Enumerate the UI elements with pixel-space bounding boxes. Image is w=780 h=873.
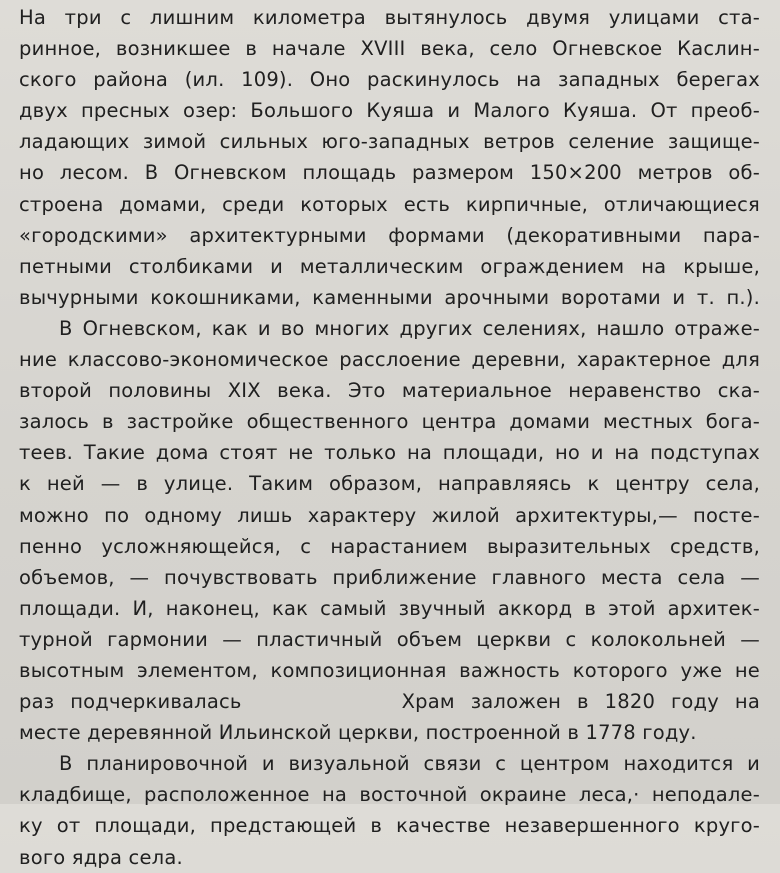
text-line: ского района (ил. 109). Оно раскинулось на западных берегах: [19, 68, 760, 92]
paragraph-3: [19, 748, 760, 872]
text-line: В планировочной и визуальной связи с центром находится и: [59, 752, 760, 776]
text-line: месте деревянной Ильинской церкви, построенной в 1778 году.: [19, 721, 697, 745]
text-fragment-after-gap: Храм заложен в 1820 году на: [401, 690, 760, 714]
text-line-with-gap: [19, 686, 760, 717]
text-line: ладающих зимой сильных юго-западных ветров селение защище-: [19, 130, 760, 154]
text-line: к ней — в улице. Таким образом, направляясь к центру села,: [19, 472, 760, 496]
paragraph-1: [19, 2, 760, 313]
text-fragment-before-gap: раз подчеркивалась: [19, 690, 242, 714]
text-line: строена домами, среди которых есть кирпичные, отличающиеся: [19, 192, 760, 216]
text-line: вычурными кокошниками, каменными арочными воротами и т. п.).: [19, 285, 760, 309]
text-line: ринное, возникшее в начале XVIII века, село Огневское Каслин-: [19, 37, 760, 61]
text-line: «городскими» архитектурными формами (декоративными пара-: [19, 223, 760, 247]
text-line: ние классово-экономическое расслоение деревни, характерное для: [19, 348, 760, 372]
text-line: двух пресных озер: Большого Куяша и Малого Куяша. От преоб-: [19, 99, 760, 123]
text-line: На три с лишним километра вытянулось двумя улицами ста-: [19, 6, 760, 29]
text-line: вого ядра села.: [19, 845, 183, 869]
text-line: залось в застройке общественного центра домами местных бога-: [19, 410, 760, 434]
text-line: высотным элементом, композиционная важность которого уже не: [19, 658, 760, 682]
text-line: теев. Такие дома стоят не только на площади, но и на подступах: [19, 441, 760, 465]
text-line: ку от площади, предстающей в качестве незавершенного круго-: [19, 814, 760, 838]
text-line: объемов, — почувствовать приближение главного места села —: [19, 565, 760, 589]
text-line: турной гармонии — пластичный объем церкви с колокольней —: [19, 627, 760, 651]
text-line: можно по одному лишь характеру жилой архитектуры,— посте-: [19, 503, 760, 527]
text-line: пенно усложняющейся, с нарастанием выразительных средств,: [19, 534, 760, 558]
text-line: В Огневском, как и во многих других селениях, нашло отраже-: [59, 316, 760, 340]
text-line: площади. И, наконец, как самый звучный аккорд в этой архитек-: [19, 596, 760, 620]
text-line: кладбище, расположенное на восточной окраине леса,· неподале-: [19, 783, 760, 807]
text-line: петными столбиками и металлическим ограждением на крыше,: [19, 254, 760, 278]
paragraph-2: [19, 313, 760, 748]
text-line: но лесом. В Огневском площадь размером 150×200 метров об-: [19, 161, 760, 185]
text-line: второй половины XIX века. Это материальное неравенство ска-: [19, 379, 760, 403]
